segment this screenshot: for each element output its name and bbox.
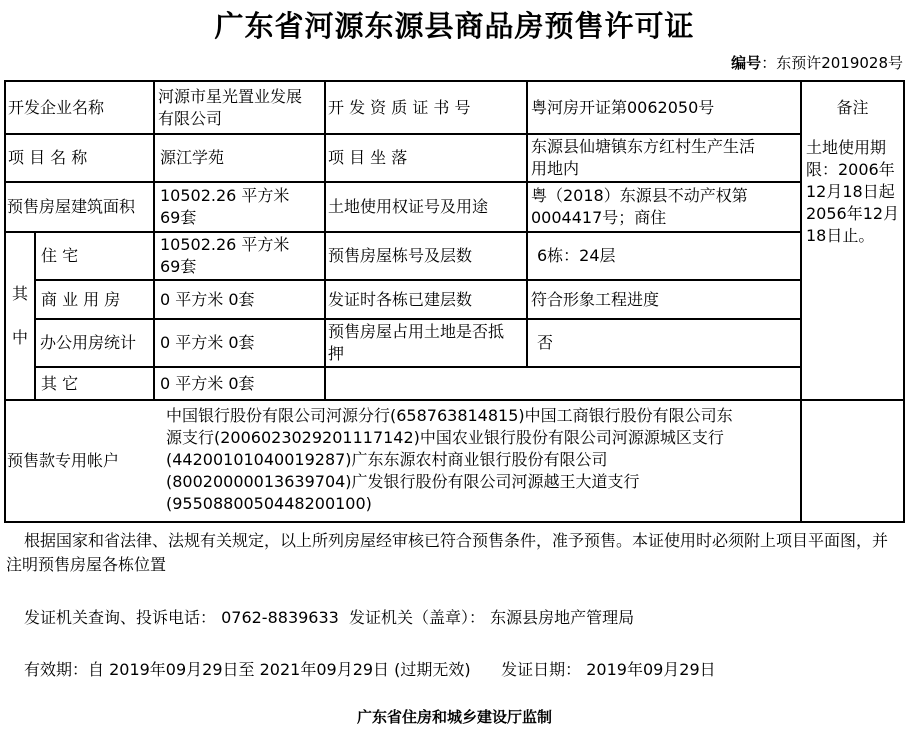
mortgage-value: 否 [537, 333, 554, 352]
remarks-label: 备注 [836, 97, 869, 117]
built-floors-label: 发证时各栋已建层数 [328, 289, 473, 309]
remarks-value: 土地使用期 限：2006年 12月18日起 2056年12月 18日止。 [806, 138, 900, 245]
residential-label: 住 宅 [41, 246, 79, 265]
page-title: 广东省河源东源县商品房预售许可证 [214, 9, 695, 43]
land-cert-value: 粤（2018）东源县不动产权第 0004417号；商住 [531, 186, 748, 227]
table-rule [153, 80, 155, 400]
table-rule [34, 231, 36, 401]
other-value: 0 平方米 0套 [160, 373, 255, 393]
developer-value: 河源市星光置业发展 有限公司 [158, 86, 303, 128]
office-value: 0 平方米 0套 [160, 333, 255, 352]
table-border [4, 521, 904, 523]
land-cert-label: 土地使用权证号及用途 [328, 197, 489, 216]
qualification-label: 开 发 资 质 证 书 号 [328, 97, 471, 117]
project-name-label: 项 目 名 称 [8, 148, 88, 167]
qualification-value: 粤河房开证第0062050号 [531, 97, 715, 117]
account-label: 预售款专用帐户 [7, 451, 120, 470]
buildings-value: 6栋：24层 [537, 246, 616, 265]
certificate-number-label: 编号 [731, 54, 762, 72]
other-label: 其 它 [41, 373, 79, 393]
statement: 根据国家和省法律、法规有关规定，以上所列房屋经审核已符合预售条件，准予预售。本证使用时必须附上项目平面图，并注明预售房屋各栋位置 [6, 531, 889, 574]
residential-value: 10502.26 平方米 69套 [160, 235, 290, 276]
project-name-value: 源江学苑 [160, 148, 225, 167]
contact-line: 发证机关查询、投诉电话： 0762-8839633 发证机关（盖章）： 东源县房地产管理局 [24, 608, 635, 627]
office-label: 办公用房统计 [40, 333, 137, 352]
among-label: 其 中 [11, 284, 28, 347]
table-border [4, 80, 6, 523]
validity-line: 有效期：自 2019年09月29日至 2021年09月29日 (过期无效) 发证日期： 2019年09月29日 [24, 660, 716, 679]
footer-issuer: 广东省住房和城乡建设厅监制 [356, 708, 552, 726]
buildings-label: 预售房屋栋号及层数 [328, 246, 473, 265]
account-value: 中国银行股份有限公司河源分行(658763814815)中国工商银行股份有限公司东 源支行(2006023029201117142)中国农业银行股份有限公司河源源城区支行 (44200101040019287)广东东源农村商业银行股份有限公司 (80020000013639704)广发银行股份有限公司河源越王大道支行 (9550880050448200100) [166, 406, 733, 513]
table-rule [526, 80, 528, 368]
location-label: 项 目 坐 落 [328, 148, 408, 167]
commercial-value: 0 平方米 0套 [160, 289, 255, 309]
commercial-label: 商 业 用 房 [41, 289, 121, 309]
presale-area-label: 预售房屋建筑面积 [7, 197, 136, 216]
developer-label: 开发企业名称 [8, 97, 105, 117]
presale-area-value: 10502.26 平方米 69套 [160, 186, 290, 227]
certificate-number-value: ：东预许2019028号 [761, 54, 903, 72]
location-value: 东源县仙塘镇东方红村生产生活 用地内 [531, 137, 756, 178]
mortgage-label: 预售房屋占用土地是否抵 押 [328, 322, 505, 363]
built-floors-value: 符合形象工程进度 [531, 289, 660, 309]
table-rule [324, 80, 326, 400]
